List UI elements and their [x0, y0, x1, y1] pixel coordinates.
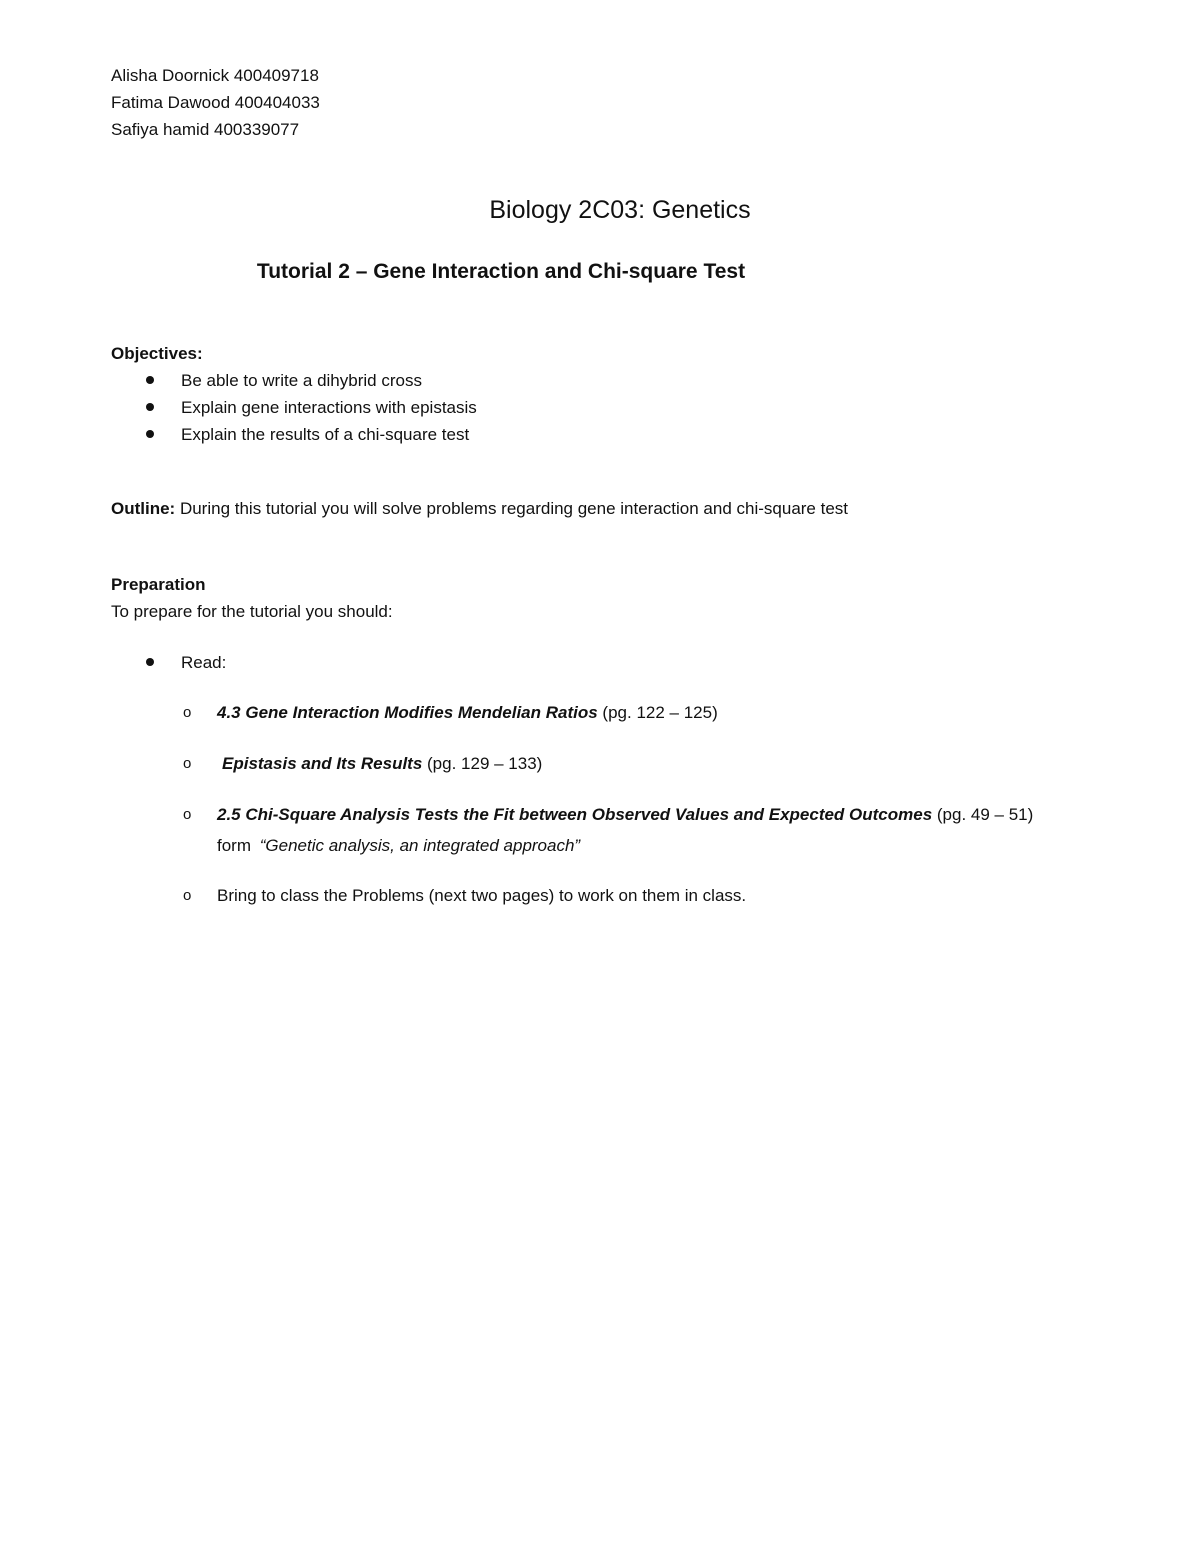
- circle-bullet-icon: o: [183, 704, 192, 721]
- reading-item: [183, 799, 1033, 861]
- reading-source-prefix: form: [217, 836, 256, 855]
- outline-paragraph: [111, 496, 848, 522]
- read-item: [111, 650, 226, 676]
- circle-bullet-icon: o: [183, 806, 192, 823]
- bullet-dot-icon: [146, 376, 154, 384]
- objectives-heading: Objectives:: [111, 344, 203, 363]
- objective-item: [111, 367, 477, 394]
- reading-title: Epistasis and Its Results: [222, 754, 423, 773]
- reading-item: [183, 748, 542, 779]
- reading-item: [183, 697, 718, 728]
- document-subtitle: Tutorial 2 – Gene Interaction and Chi-square Test: [256, 260, 746, 283]
- objective-item: [111, 421, 477, 448]
- author-line: Alisha Doornick 400409718: [111, 66, 319, 85]
- preparation-heading: Preparation: [111, 575, 206, 594]
- author-line: Fatima Dawood 400404033: [111, 93, 320, 112]
- author-line: Safiya hamid 400339077: [111, 120, 300, 139]
- bring-text: Bring to class the Problems (next two pages) to work on them in class.: [217, 886, 747, 905]
- objective-item: [111, 394, 477, 421]
- objective-text: Explain gene interactions with epistasis: [181, 398, 477, 417]
- reading-source: “Genetic analysis, an integrated approach”: [259, 836, 581, 855]
- circle-bullet-icon: o: [183, 755, 192, 772]
- bullet-dot-icon: [146, 658, 154, 666]
- objective-text: Be able to write a dihybrid cross: [181, 371, 422, 390]
- bullet-dot-icon: [146, 430, 154, 438]
- bring-item: [183, 880, 746, 911]
- reading-title: 4.3 Gene Interaction Modifies Mendelian Ratios: [217, 703, 598, 722]
- reading-pages: (pg. 129 – 133): [422, 754, 543, 773]
- reading-title: 2.5 Chi-Square Analysis Tests the Fit between Observed Values and Expected Outcomes: [217, 805, 933, 824]
- read-label: Read:: [181, 653, 227, 672]
- outline-text: During this tutorial you will solve problems regarding gene interaction and chi-square test: [175, 499, 849, 518]
- bullet-dot-icon: [146, 403, 154, 411]
- author-list: [111, 62, 320, 143]
- outline-label: Outline:: [111, 499, 176, 518]
- objectives-list: [111, 367, 477, 448]
- circle-bullet-icon: o: [183, 887, 192, 904]
- objective-text: Explain the results of a chi-square test: [181, 425, 470, 444]
- document-title: Biology 2C03: Genetics: [489, 196, 751, 224]
- reading-pages: (pg. 49 – 51): [932, 805, 1034, 824]
- reading-pages: (pg. 122 – 125): [597, 703, 718, 722]
- preparation-intro: To prepare for the tutorial you should:: [111, 602, 393, 621]
